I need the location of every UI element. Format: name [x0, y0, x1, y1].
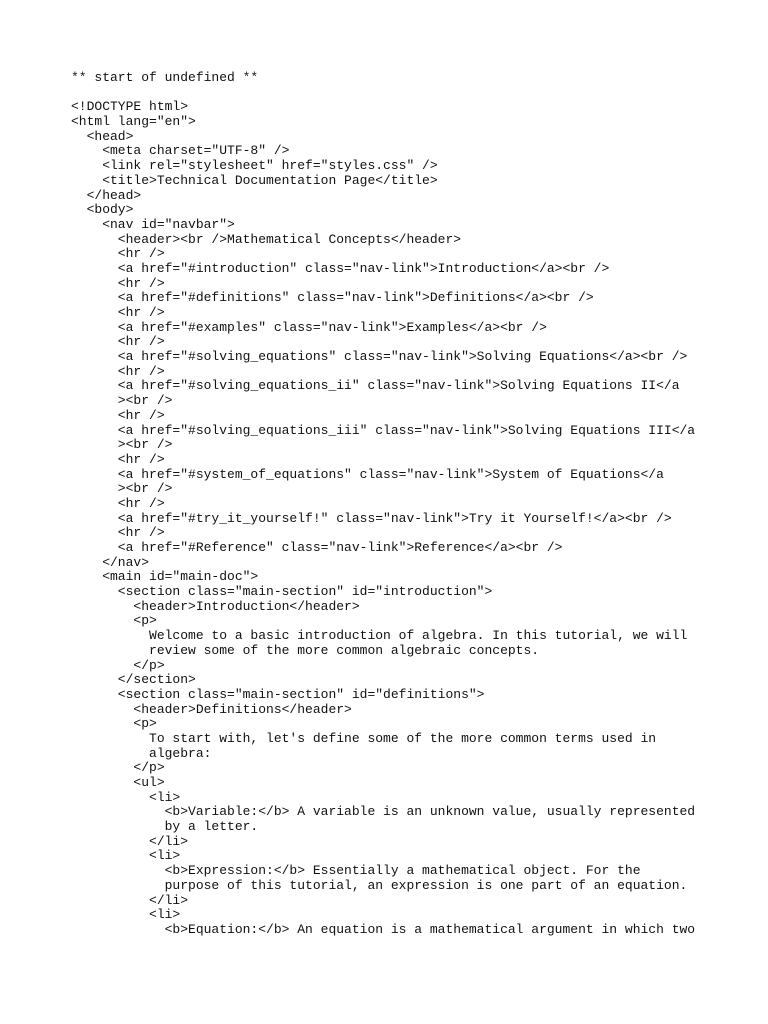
code-line: </p> — [71, 657, 165, 673]
code-line: <a href="#Reference" class="nav-link">Reference</a><br /> — [71, 540, 563, 556]
code-line: ><br /> — [71, 393, 173, 409]
code-line: <a href="#solving_equations_ii" class="nav-link">Solving Equations II</a — [71, 378, 680, 394]
code-line: </p> — [71, 760, 165, 776]
document-page — [71, 71, 751, 938]
code-line: <main id="main-doc"> — [71, 569, 259, 585]
code-line: <b>Variable:</b> A variable is an unknown value, usually represented — [71, 804, 696, 820]
code-line: ><br /> — [71, 437, 173, 453]
code-line: <a href="#definitions" class="nav-link">Definitions</a><br /> — [71, 290, 594, 306]
code-line: <title>Technical Documentation Page</title> — [71, 172, 438, 188]
code-line: <header>Introduction</header> — [71, 598, 360, 614]
code-line: <head> — [71, 128, 134, 144]
code-line: <hr /> — [71, 246, 165, 262]
code-line: <b>Expression:</b> Essentially a mathematical object. For the — [71, 863, 641, 879]
code-line: <header>Definitions</header> — [71, 701, 352, 717]
code-line: <hr /> — [71, 275, 165, 291]
code-line: <header><br />Mathematical Concepts</header> — [71, 231, 462, 247]
code-line: <hr /> — [71, 451, 165, 467]
code-line: <hr /> — [71, 334, 165, 350]
code-line: <html lang="en"> — [71, 114, 196, 130]
code-line: Welcome to a basic introduction of algebra. In this tutorial, we will — [71, 628, 688, 644]
code-line: algebra: — [71, 745, 212, 761]
code-line: <nav id="navbar"> — [71, 216, 235, 232]
code-line: <meta charset="UTF-8" /> — [71, 143, 290, 159]
code-line: <hr /> — [71, 525, 165, 541]
code-line: <p> — [71, 613, 157, 629]
code-listing — [71, 100, 751, 937]
code-line: <hr /> — [71, 305, 165, 321]
code-line: <a href="#introduction" class="nav-link">Introduction</a><br /> — [71, 260, 610, 276]
code-line: <b>Equation:</b> An equation is a mathematical argument in which two — [71, 921, 696, 937]
code-line: ><br /> — [71, 481, 173, 497]
code-line: <li> — [71, 848, 181, 864]
code-line: <hr /> — [71, 363, 165, 379]
code-line: <li> — [71, 789, 181, 805]
code-line: </section> — [71, 672, 196, 688]
code-line: <p> — [71, 716, 157, 732]
code-line: review some of the more common algebraic concepts. — [71, 642, 540, 658]
code-line: <hr /> — [71, 495, 165, 511]
code-line: by a letter. — [71, 819, 259, 835]
code-line: <a href="#try_it_yourself!" class="nav-link">Try it Yourself!</a><br /> — [71, 510, 672, 526]
code-line: </li> — [71, 892, 189, 908]
code-line: <a href="#examples" class="nav-link">Examples</a><br /> — [71, 319, 547, 335]
code-line: </head> — [71, 187, 142, 203]
code-line: <hr /> — [71, 407, 165, 423]
code-line: <section class="main-section" id="definitions"> — [71, 686, 485, 702]
code-line: <body> — [71, 202, 134, 218]
code-line: purpose of this tutorial, an expression is one part of an equation. — [71, 877, 688, 893]
code-line: <ul> — [71, 775, 165, 791]
code-line: <a href="#solving_equations_iii" class="nav-link">Solving Equations III</a — [71, 422, 696, 438]
code-line: <section class="main-section" id="introduction"> — [71, 584, 493, 600]
code-line: </li> — [71, 833, 189, 849]
code-line: </nav> — [71, 554, 150, 570]
code-line: <a href="#system_of_equations" class="nav-link">System of Equations</a — [71, 466, 664, 482]
document-header: ** start of undefined ** — [71, 70, 259, 85]
code-line: <link rel="stylesheet" href="styles.css" /> — [71, 158, 438, 174]
code-line: <li> — [71, 907, 181, 923]
code-line: <a href="#solving_equations" class="nav-link">Solving Equations</a><br /> — [71, 349, 688, 365]
code-line: To start with, let's define some of the more common terms used in — [71, 730, 657, 746]
code-line: <!DOCTYPE html> — [71, 99, 189, 115]
